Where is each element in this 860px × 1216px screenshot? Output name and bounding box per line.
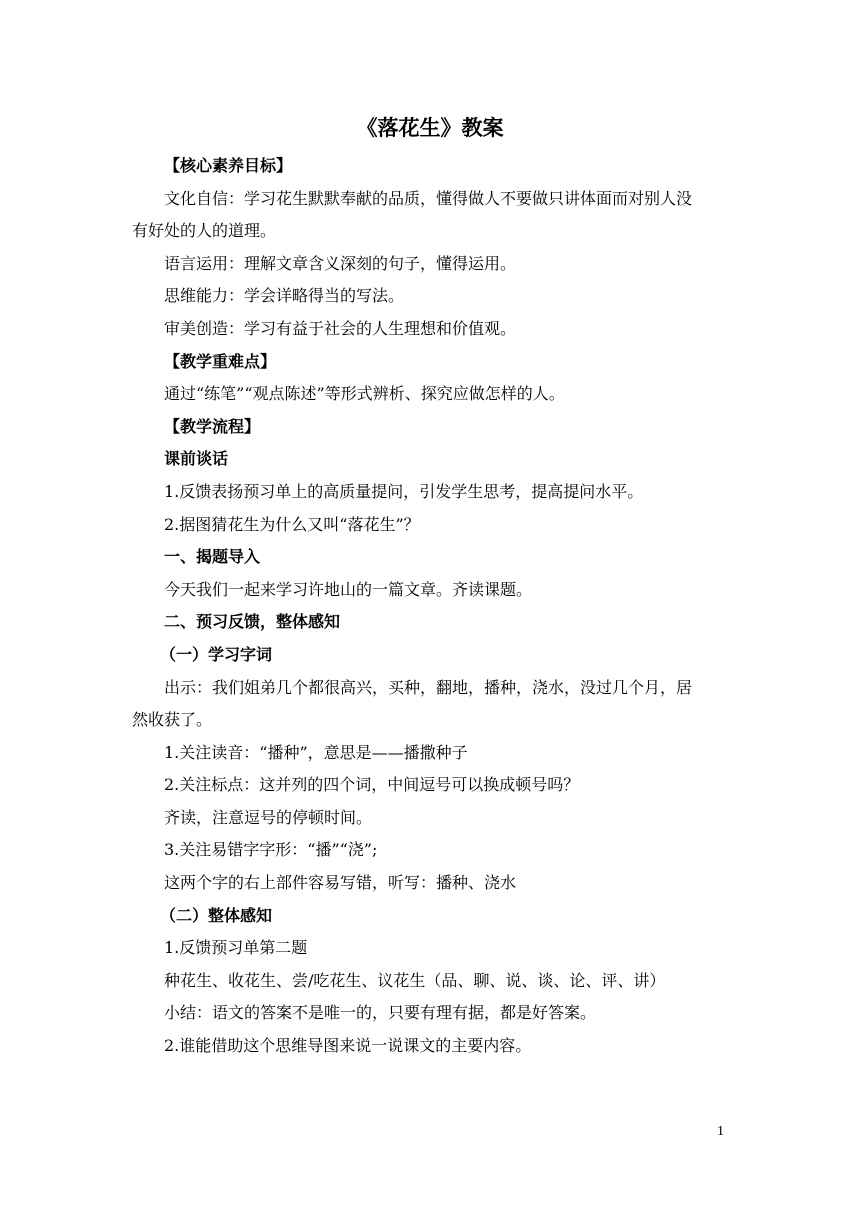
section-heading-core-goals: 【核心素养目标】 — [164, 156, 293, 175]
paragraph-language: 语言运用：理解文章含义深刻的句子，懂得运用。 — [164, 253, 517, 273]
subheading-part-1: 一、揭题导入 — [164, 547, 261, 567]
paragraph-key-points: 通过“练笔”“观点陈述”等形式辨析、探究应做怎样的人。 — [164, 384, 565, 404]
paragraph-thinking: 思维能力：学会详略得当的写法。 — [164, 286, 405, 306]
paragraph-feedback-1: 种花生、收花生、尝/吃花生、议花生（品、聊、说、谈、论、评、讲） — [164, 970, 666, 990]
paragraph-aesthetic: 审美创造：学习有益于社会的人生理想和价值观。 — [164, 318, 517, 338]
paragraph-character-note: 这两个字的右上部件容易写错，听写：播种、浇水 — [164, 873, 517, 893]
list-item-feedback-2: 2.谁能借助这个思维导图来说一说课文的主要内容。 — [164, 1036, 532, 1056]
paragraph-show — [132, 672, 732, 737]
page-number: 1 — [717, 1124, 724, 1139]
document-body — [132, 150, 732, 1063]
paragraph-part-1: 今天我们一起来学习许地山的一篇文章。齐读课题。 — [164, 579, 533, 599]
list-item-pre-1: 1.反馈表扬预习单上的高质量提问，引发学生思考，提高提问水平。 — [164, 481, 644, 501]
paragraph-punctuation-note: 齐读，注意逗号的停顿时间。 — [164, 807, 373, 827]
list-item-punctuation: 2.关注标点：这并列的四个词，中间逗号可以换成顿号吗？ — [164, 775, 580, 795]
paragraph-summary: 小结：语文的答案不是唯一的，只要有理有据，都是好答案。 — [164, 1003, 597, 1023]
subheading-overall: （二）整体感知 — [160, 905, 273, 925]
subheading-pre-class: 课前谈话 — [164, 449, 229, 469]
list-item-pre-2: 2.据图猜花生为什么又叫“落花生”？ — [164, 514, 420, 534]
document-title: 《落花生》教案 — [356, 115, 504, 140]
culture-line-1: 文化自信：学习花生默默奉献的品质，懂得做人不要做只讲体面而对别人没 — [164, 188, 693, 208]
subheading-part-2: 二、预习反馈，整体感知 — [164, 612, 341, 632]
show-line-2: 然收获了。 — [132, 710, 213, 730]
section-heading-key-points: 【教学重难点】 — [164, 351, 277, 371]
list-item-character-form: 3.关注易错字字形：“播”“浇”; — [164, 840, 378, 860]
subheading-vocabulary: （一）学习字词 — [160, 644, 273, 664]
list-item-feedback-1: 1.反馈预习单第二题 — [164, 938, 308, 958]
show-line-1: 出示：我们姐弟几个都很高兴，买种，翻地，播种，浇水，没过几个月，居 — [164, 677, 693, 697]
list-item-pronunciation: 1.关注读音：“播种”，意思是——播撒种子 — [164, 742, 468, 762]
section-heading-teaching-flow: 【教学流程】 — [164, 416, 261, 436]
paragraph-culture — [132, 183, 732, 248]
culture-line-2: 有好处的人的道理。 — [132, 221, 277, 241]
